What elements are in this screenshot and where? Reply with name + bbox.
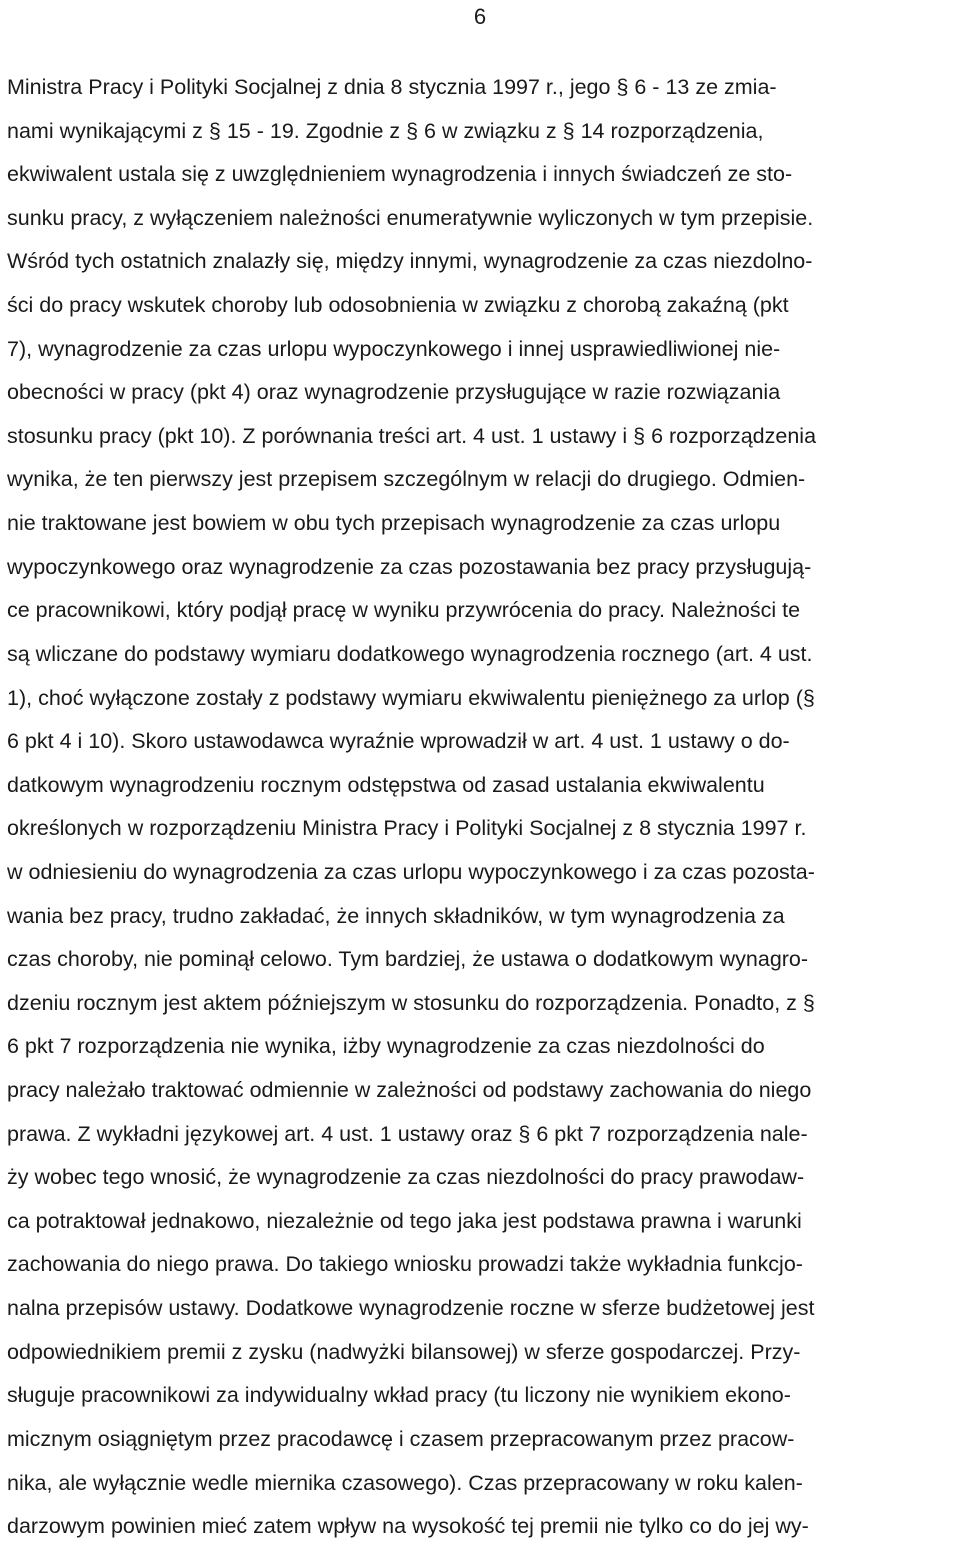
page-number: 6 <box>473 4 487 29</box>
text-line: wypoczynkowego oraz wynagrodzenie za czas pozostawania bez pracy przysługują- <box>7 554 812 579</box>
text-line: 6 pkt 4 i 10). Skoro ustawodawca wyraźnie wprowadził w art. 4 ust. 1 ustawy o do- <box>7 729 790 754</box>
text-line: nika, ale wyłącznie wedle miernika czasowego). Czas przepracowany w roku kalen- <box>7 1470 803 1495</box>
text-line: 6 pkt 7 rozporządzenia nie wynika, iżby wynagrodzenie za czas niezdolności do <box>7 1034 765 1059</box>
text-line: ści do pracy wskutek choroby lub odosobnienia w związku z chorobą zakaźną (pkt <box>7 293 789 318</box>
text-line: określonych w rozporządzeniu Ministra Pracy i Polityki Socjalnej z 8 stycznia 1997 r. <box>7 816 807 841</box>
body-text <box>7 66 957 1549</box>
text-line: Wśród tych ostatnich znalazły się, między innymi, wynagrodzenie za czas niezdolno- <box>7 249 813 274</box>
text-line: nalna przepisów ustawy. Dodatkowe wynagrodzenie roczne w sferze budżetowej jest <box>7 1296 815 1321</box>
text-line: Ministra Pracy i Polityki Socjalnej z dnia 8 stycznia 1997 r., jego § 6 - 13 ze zmia- <box>7 75 777 99</box>
text-line: dzeniu rocznym jest aktem późniejszym w stosunku do rozporządzenia. Ponadto, z § <box>7 990 815 1015</box>
text-line: ce pracownikowi, który podjął pracę w wyniku przywrócenia do pracy. Należności te <box>7 598 801 623</box>
text-line: ekwiwalent ustala się z uwzględnieniem wynagrodzenia i innych świadczeń ze sto- <box>7 162 793 187</box>
text-line: wania bez pracy, trudno zakładać, że innych składników, w tym wynagrodzenia za <box>7 903 785 928</box>
text-line: darzowym powinien mieć zatem wpływ na wysokość tej premii nie tylko co do jej wy- <box>7 1514 809 1539</box>
text-line: w odniesieniu do wynagrodzenia za czas urlopu wypoczynkowego i za czas pozosta- <box>7 859 815 884</box>
text-line: datkowym wynagrodzeniu rocznym odstępstwa od zasad ustalania ekwiwalentu <box>7 772 765 797</box>
text-line: sługuje pracownikowi za indywidualny wkład pracy (tu liczony nie wynikiem ekono- <box>7 1383 791 1408</box>
text-line: micznym osiągniętym przez pracodawcę i czasem przepracowanym przez pracow- <box>7 1426 795 1451</box>
text-line: 7), wynagrodzenie za czas urlopu wypoczynkowego i innej usprawiedliwionej nie- <box>7 336 781 361</box>
text-line: są wliczane do podstawy wymiaru dodatkowego wynagrodzenia rocznego (art. 4 ust. <box>7 641 813 666</box>
text-line: ży wobec tego wnosić, że wynagrodzenie za czas niezdolności do pracy prawodaw- <box>7 1165 805 1190</box>
text-line: nie traktowane jest bowiem w obu tych przepisach wynagrodzenie za czas urlopu <box>7 511 781 536</box>
text-line: pracy należało traktować odmiennie w zależności od podstawy zachowania do niego <box>7 1078 812 1103</box>
text-line: prawa. Z wykładni językowej art. 4 ust. 1 ustawy oraz § 6 pkt 7 rozporządzenia nale- <box>7 1121 808 1146</box>
text-line: wynika, że ten pierwszy jest przepisem szczególnym w relacji do drugiego. Odmien- <box>7 467 806 492</box>
text-line: stosunku pracy (pkt 10). Z porównania treści art. 4 ust. 1 ustawy i § 6 rozporządzenia <box>7 423 817 448</box>
text-line: czas choroby, nie pominął celowo. Tym bardziej, że ustawa o dodatkowym wynagro- <box>7 947 809 972</box>
text-line: sunku pracy, z wyłączeniem należności enumeratywnie wyliczonych w tym przepisie. <box>7 205 814 230</box>
text-line: 1), choć wyłączone zostały z podstawy wymiaru ekwiwalentu pieniężnego za urlop (§ <box>7 685 815 710</box>
text-line: ca potraktował jednakowo, niezależnie od tego jaka jest podstawa prawna i warunki <box>7 1208 802 1233</box>
text-line: odpowiednikiem premii z zysku (nadwyżki bilansowej) w sferze gospodarczej. Przy- <box>7 1339 801 1364</box>
text-line: zachowania do niego prawa. Do takiego wniosku prowadzi także wykładnia funkcjo- <box>7 1252 803 1277</box>
text-line: obecności w pracy (pkt 4) oraz wynagrodzenie przysługujące w razie rozwiązania <box>7 380 781 405</box>
text-line: nami wynikającymi z § 15 - 19. Zgodnie z § 6 w związku z § 14 rozporządzenia, <box>7 118 764 143</box>
